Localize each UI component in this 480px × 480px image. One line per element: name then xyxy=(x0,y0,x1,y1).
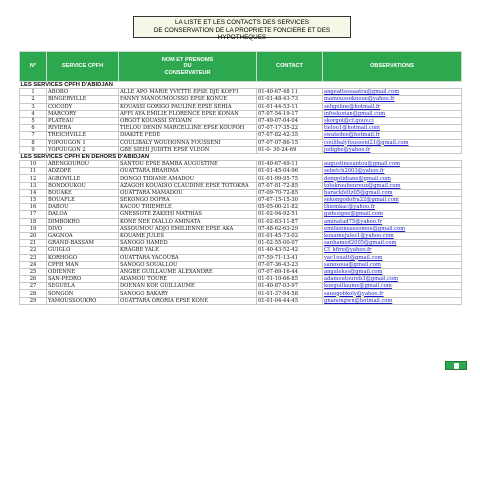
table-row xyxy=(20,225,462,232)
header-name-line-1: NOM ET PRENOMS xyxy=(161,56,214,63)
row-number: 11 xyxy=(20,168,47,175)
row-number: 3 xyxy=(20,103,47,110)
service-name: DIMBOKRO xyxy=(47,218,119,225)
header-num: N° xyxy=(20,52,47,82)
conservator-name: KRAGBE YALE xyxy=(119,247,257,254)
service-name: YAMOUSSOUKRO xyxy=(47,297,119,304)
table-row xyxy=(20,182,462,189)
service-name: KORHOGO xyxy=(47,254,119,261)
row-number: 16 xyxy=(20,204,47,211)
row-number: 9 xyxy=(20,146,47,153)
email-link[interactable]: kouamejules1@yahoo.com xyxy=(323,232,462,239)
email-link[interactable]: totokrauheureux@gmail.com xyxy=(323,182,462,189)
header-observations: OBSERVATIONS xyxy=(323,52,462,82)
email-link[interactable]: gzdesigne@gmail.com xyxy=(323,211,462,218)
service-name: YOPOUGON 1 xyxy=(47,139,119,146)
table-row xyxy=(20,132,462,139)
service-name: TREICHVILLE xyxy=(47,132,119,139)
row-number: 29 xyxy=(20,297,47,304)
row-number: 1 xyxy=(20,89,47,96)
conservator-name: ADAMOU TOURE xyxy=(119,276,257,283)
service-name: ABOBO xyxy=(47,89,119,96)
table-row xyxy=(20,261,462,268)
row-number: 6 xyxy=(20,125,47,132)
conservator-name: SEKONGO DOFRA xyxy=(119,197,257,204)
service-name: ABENGOUROU xyxy=(47,161,119,168)
email-link[interactable]: augustinesantou@gmail.com xyxy=(323,161,462,168)
conservator-name: ORGOT KOUASSI SYLVAIN xyxy=(119,117,257,124)
row-number: 10 xyxy=(20,161,47,168)
conservator-name: GBE SIEHI JUDITH EPSE VLEON xyxy=(119,146,257,153)
email-link[interactable]: tielou1@hotmail.com xyxy=(323,125,462,132)
row-number: 5 xyxy=(20,117,47,124)
row-number: 12 xyxy=(20,175,47,182)
contact-phone: 07-07-54-19-17 xyxy=(257,110,323,117)
row-number: 24 xyxy=(20,261,47,268)
service-name: BINGERVILLE xyxy=(47,96,119,103)
conservator-name: KONE NEE DIALLO AMINATA xyxy=(119,218,257,225)
row-number: 19 xyxy=(20,225,47,232)
section-title: LES SERVICES CPFH D'ABIDJAN xyxy=(20,82,113,89)
conservator-name: SANOGO HAMED xyxy=(119,240,257,247)
row-number: 4 xyxy=(20,110,47,117)
conservator-name: OUATTARA MAMADOU xyxy=(119,189,257,196)
header-name-line-3: CONSERVATEUR xyxy=(164,69,211,76)
table-row xyxy=(20,254,462,261)
row-number: 26 xyxy=(20,276,47,283)
table-row xyxy=(20,161,462,168)
conservator-name: OUATTARA YACOUBA xyxy=(119,254,257,261)
conservator-name: AFFI AYA EMILIE FLORENCE EPSE KONAN xyxy=(119,110,257,117)
header-contact: CONTACT xyxy=(257,52,323,82)
contact-phone: 07-07-36-43-23 xyxy=(257,261,323,268)
email-link[interactable]: koeguillaume@gmail.com xyxy=(323,283,462,290)
header-service: SERVICE CPFH xyxy=(47,52,119,82)
email-link[interactable]: sekongodofra22@gmail.com xyxy=(323,197,462,204)
email-link[interactable]: sebetch2003@yahoo.fr xyxy=(323,168,462,175)
contact-phone: 07-09-70-72-85 xyxy=(257,189,323,196)
email-link[interactable]: adamoutoureb3@gmail.com xyxy=(323,276,462,283)
service-name: AGBOVILLE xyxy=(47,175,119,182)
conservator-name: SANOGO BAKARY xyxy=(119,290,257,297)
header-name xyxy=(119,52,257,82)
service-name: GRAND-BASSAM xyxy=(47,240,119,247)
email-link[interactable]: coulibalyfousseni21@gmail.com xyxy=(323,139,462,146)
contact-phone: 05-05-00-21-82 xyxy=(257,204,323,211)
email-link[interactable]: angeatteseaatra@gmail.com xyxy=(323,89,462,96)
conservator-name: KOUASSI GORIGO PAULINE EPSE SEHIA xyxy=(119,103,257,110)
conservator-name: FANNY MANOUMOUSSO EPSE KONUE xyxy=(119,96,257,103)
conservator-name: DIAKITE FEDE xyxy=(119,132,257,139)
table-row xyxy=(20,290,462,297)
contact-phone: 07-67-15-15-30 xyxy=(257,197,323,204)
email-link[interactable]: CI_kfire@yahoo.fr xyxy=(323,247,462,254)
table-row xyxy=(20,117,462,124)
table-row xyxy=(20,175,462,182)
contact-phone: 07-48-62-63-29 xyxy=(257,225,323,232)
table-row xyxy=(20,125,462,132)
table-row xyxy=(20,247,462,254)
conservator-name: OUATTARA ORORIA EPSE KONE xyxy=(119,297,257,304)
contact-phone: 01-02-83-11-87 xyxy=(257,218,323,225)
service-name: SONGON xyxy=(47,290,119,297)
table-row xyxy=(20,146,462,153)
row-number: 20 xyxy=(20,232,47,239)
service-name: RIVIERA xyxy=(47,125,119,132)
service-name: SEGUELA xyxy=(47,283,119,290)
contact-phone: 01-40-67-49-11 xyxy=(257,161,323,168)
row-number: 17 xyxy=(20,211,47,218)
conservator-name: TIELOU DENIN MARCELLINE EPSE KOUPOH xyxy=(119,125,257,132)
table-row xyxy=(20,110,462,117)
service-name: ODIENNE xyxy=(47,268,119,275)
email-link[interactable]: sanhamed2005@gmail.com xyxy=(323,240,462,247)
table-row xyxy=(20,211,462,218)
contact-phone: 01-01-10-66-85 xyxy=(257,276,323,283)
service-name: SAN-PEDRO xyxy=(47,276,119,283)
email-link[interactable]: emilienneassomou@gmail.com xyxy=(323,225,462,232)
table-row xyxy=(20,240,462,247)
service-name: GAGNOA xyxy=(47,232,119,239)
contact-phone: 07-07-81-72-85 xyxy=(257,182,323,189)
email-link[interactable]: barackfeltz05@gmail.com xyxy=(323,189,462,196)
table-row xyxy=(20,283,462,290)
conservator-name: SANOGO SOUALLOU xyxy=(119,261,257,268)
conservator-name: SANTOU EPSE BAMBA AUGUSTINE xyxy=(119,161,257,168)
title-line-2: DE CONSERVATION DE LA PROPRIETE FONCIERE ET DES HYPOTHEQUES xyxy=(153,26,331,42)
email-link[interactable]: gnanongwn@hotmail.com xyxy=(323,297,462,304)
contact-phone: 07-59-71-13-41 xyxy=(257,254,323,261)
row-number: 15 xyxy=(20,197,47,204)
contact-phone: 01-01-45-04-96 xyxy=(257,168,323,175)
email-link[interactable]: judigbe@yahoo.fr xyxy=(323,146,462,153)
table-row xyxy=(20,197,462,204)
service-name: DABOU xyxy=(47,204,119,211)
contact-phone: 01-02-55-00-07 xyxy=(257,240,323,247)
section-header-row xyxy=(20,82,462,89)
conservator-name: COULIBALY WOUHONNA FOUSSENI xyxy=(119,139,257,146)
section-header-row xyxy=(20,153,462,160)
service-name: COCODY xyxy=(47,103,119,110)
conservator-name: DONGO TIDIANE AMADOU xyxy=(119,175,257,182)
email-link[interactable]: swatedee@hotmail.fr xyxy=(323,132,462,139)
email-link[interactable]: skorgot@cf.gouv.ci xyxy=(323,117,462,124)
contact-phone: 01-01-44-53-11 xyxy=(257,103,323,110)
service-name: BONDOUKOU xyxy=(47,182,119,189)
table-row xyxy=(20,204,462,211)
row-number: 14 xyxy=(20,189,47,196)
row-number: 28 xyxy=(20,290,47,297)
contacts-table-wrapper xyxy=(19,51,461,305)
table-row xyxy=(20,168,462,175)
header-name-line-2: DU xyxy=(183,63,192,70)
service-name: DIVO xyxy=(47,225,119,232)
conservator-name: ANGBE GUILLAUME ALEXANDRE xyxy=(119,268,257,275)
conservator-name: ALLE APO MARIE YVETTE EPSE DJE KOFFI xyxy=(119,89,257,96)
table-row xyxy=(20,218,462,225)
row-number: 21 xyxy=(20,240,47,247)
email-link[interactable]: sanosoua@gmail.com xyxy=(323,261,462,268)
row-number: 8 xyxy=(20,139,47,146)
conservator-name: OUATTARA BRAHIMA xyxy=(119,168,257,175)
row-number: 18 xyxy=(20,218,47,225)
conservator-name: GNESSOTE ZAKEHI MATHIAS xyxy=(119,211,257,218)
contacts-table xyxy=(19,51,462,305)
conservator-name: KOUAME JULES xyxy=(119,232,257,239)
email-link[interactable]: infoskonan@gmail.com xyxy=(323,110,462,117)
table-row xyxy=(20,96,462,103)
conservator-name: KACOU THIEMELE xyxy=(119,204,257,211)
title-line-1: LA LISTE ET LES CONTACTS DES SERVICES xyxy=(174,19,310,26)
service-name: DALOA xyxy=(47,211,119,218)
table-header-row xyxy=(20,52,462,82)
email-link[interactable]: aminatad75@yahoo.fr xyxy=(323,218,462,225)
contact-phone: 01-0- 30-24-69 xyxy=(257,146,323,153)
email-link[interactable]: dongotidiane@gmail.com xyxy=(323,175,462,182)
table-body xyxy=(20,82,462,305)
row-number: 27 xyxy=(20,283,47,290)
email-link[interactable]: yac1ouatt@gmail.com xyxy=(323,254,462,261)
contact-phone: 01-01-48-43-73 xyxy=(257,96,323,103)
service-name: PLATEAU xyxy=(47,117,119,124)
email-link[interactable]: sehgoline@hotmail.fr xyxy=(323,103,462,110)
contact-phone: 01-40-43-52-42 xyxy=(257,247,323,254)
contact-phone: 01-01-45-73-02 xyxy=(257,232,323,239)
table-row xyxy=(20,268,462,275)
table-row xyxy=(20,89,462,96)
row-number: 25 xyxy=(20,268,47,275)
email-link[interactable]: mamoussoknoue@yahoo.fr xyxy=(323,96,462,103)
conservator-name: ASSOUMOU ADJO EMILIENNE EPSE AKA xyxy=(119,225,257,232)
service-name: CPFH MAN xyxy=(47,261,119,268)
contact-phone: 01-40-87-03-97 xyxy=(257,283,323,290)
table-row xyxy=(20,232,462,239)
contact-phone: 01-01-04-44-45 xyxy=(257,297,323,304)
contact-phone: 07-07-17-35-22 xyxy=(257,125,323,132)
email-link[interactable]: angalekss@gmail.com xyxy=(323,268,462,275)
table-row xyxy=(20,297,462,304)
row-number: 13 xyxy=(20,182,47,189)
service-name: GUIGLO xyxy=(47,247,119,254)
email-link[interactable]: thiemkac@yahoo.fr xyxy=(323,204,462,211)
contact-phone: 07-07-82-42-35 xyxy=(257,132,323,139)
contact-phone: 01-01-37-94-58 xyxy=(257,290,323,297)
contact-phone: 07-07-07-86-15 xyxy=(257,139,323,146)
table-row xyxy=(20,276,462,283)
conservator-name: AZAGOH KOUADIO CLAUDINE EPSE TOTOKRA xyxy=(119,182,257,189)
service-name: YOPOUGON 2 xyxy=(47,146,119,153)
row-number: 7 xyxy=(20,132,47,139)
contact-phone: 01-01-99-95-75 xyxy=(257,175,323,182)
document-title xyxy=(133,16,351,42)
contact-phone: 07-49-07-04-04 xyxy=(257,117,323,124)
page-badge-icon xyxy=(445,361,467,370)
contact-phone: 01-40-67-48 11 xyxy=(257,89,323,96)
service-name: BOUAKE xyxy=(47,189,119,196)
conservator-name: DOENAN KOE GUILLAUME xyxy=(119,283,257,290)
table-row xyxy=(20,103,462,110)
service-name: ADZOPE xyxy=(47,168,119,175)
contact-phone: 01-02-94-92-51 xyxy=(257,211,323,218)
email-link[interactable]: sanogobkoly@yahoo.fr xyxy=(323,290,462,297)
contact-phone: 07-07-69-16-44 xyxy=(257,268,323,275)
service-name: MARCORY xyxy=(47,110,119,117)
section-title: LES SERVICES CPFH EN DEHORS D'ABIDJAN xyxy=(20,153,150,160)
row-number: 23 xyxy=(20,254,47,261)
table-row xyxy=(20,189,462,196)
table-row xyxy=(20,139,462,146)
row-number: 22 xyxy=(20,247,47,254)
row-number: 2 xyxy=(20,96,47,103)
service-name: BOUAFLE xyxy=(47,197,119,204)
